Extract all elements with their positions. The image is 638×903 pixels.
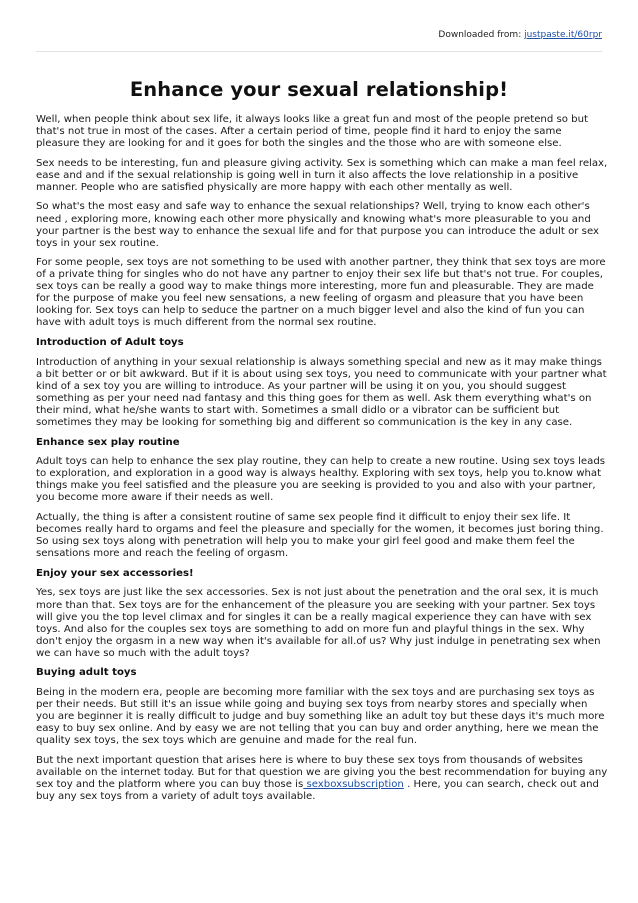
paragraph-8: Yes, sex toys are just like the sex accessories. Sex is not just about the penetration and the oral sex, it is much more than that. Sex toys are for the enhancement of the pleasure you are seeking with your partner. Sex toys will give you the top level climax and for singles it can be a really magical experience they can have with sex toys. And also for the couples sex toys are something to add on more fun and playful things in the sex. Why don't enjoy the orgasm in a new way when it's available for all.of us? Why just indulge in penetrating sex when we can have so much with the adult toys? bbox=[36, 587, 601, 659]
paragraph-4: For some people, sex toys are not something to be used with another partner, they think that sex toys are more of a private thing for singles who do not have any partner to enjoy their sex life but that's not true. For couples, sex toys can be really a good way to make things more interesting, more fun and pleasurable. They are made for the purpose of make you feel new sensations, a new feeling of orgasm and pleasure that you have been looking for. Sex toys can help to seduce the partner on a much bigger level and also the kind of fun you can have with adult toys is much different from the normal sex routine. bbox=[36, 257, 606, 329]
article-body bbox=[36, 114, 608, 811]
heading-buying-adult-toys: Buying adult toys bbox=[36, 667, 137, 679]
paragraph-3: So what's the most easy and safe way to enhance the sexual relationships? Well, trying to know each other's need , exploring more, knowing each other more physically and knowing what's more pleasurable to you and your partner is the best way to enhance the sexual life and for that purpose you can introduce the adult or sex toys in your sex routine. bbox=[36, 201, 599, 249]
downloaded-from-label: Downloaded from: bbox=[438, 30, 525, 40]
source-link[interactable]: justpaste.it/60rpr bbox=[524, 30, 602, 40]
heading-enhance-sex-play-routine: Enhance sex play routine bbox=[36, 436, 180, 448]
download-source-bar bbox=[438, 30, 602, 40]
heading-introduction-adult-toys: Introduction of Adult toys bbox=[36, 337, 184, 349]
header-divider bbox=[36, 51, 602, 52]
paragraph-10 bbox=[36, 755, 608, 803]
paragraph-7: Actually, the thing is after a consistent routine of same sex people find it difficult to enjoy their sex life. It becomes really hard to orgams and feel the pleasure and specially for the women, it becomes just boring thing. So using sex toys along with penetration will help you to make your girl feel good and make them feel the sensations more and reach the feeling of orgasm. bbox=[36, 512, 604, 560]
paragraph-2: Sex needs to be interesting, fun and pleasure giving activity. Sex is something which can make a man feel relax, ease and and if the sexual relationship is going well in turn it also affects the love relationship in a positive manner. People who are satisfied physically are more happy with each other mentally as well. bbox=[36, 157, 608, 193]
article-title: Enhance your sexual relationship! bbox=[129, 78, 509, 101]
paragraph-10-text-end: . Here, you can search, check out and buy any sex toys from a variety of adult toys available. bbox=[36, 778, 599, 802]
paragraph-1: Well, when people think about sex life, it always looks like a great fun and most of the people pretend so but that's not true in most of the cases. After a certain period of time, people find it hard to enjoy the same pleasure they are looking for and it goes for both the singles and the those who are with someone else. bbox=[36, 114, 588, 150]
paragraph-9: Being in the modern era, people are becoming more familiar with the sex toys and are purchasing sex toys as per their needs. But still it's an issue while going and buying sex toys from nearby stores and specially when you are beginner it is really difficult to judge and buy something like an adult toy but these days it's much more easy to buy sex online. And by easy we are not telling that you can buy and order anything, here we mean the quality sex toys, the sex toys which are genuine and made for the real fun. bbox=[36, 687, 605, 747]
paragraph-10-text-start: But the next important question that arises here is where to buy these sex toys from thousands of websites available on the internet today. But for that question we are giving you the best recommendation for buying any sex toy and the platform where you can buy those is bbox=[36, 754, 608, 790]
paragraph-6: Adult toys can help to enhance the sex play routine, they can help to create a new routine. Using sex toys leads to exploration, and exploration in a good way is always healthy. Exploring with sex toys, help you to.know what things make you feel satisfied and the pleasure you are seeking is provided to you and also with your partner, you become more aware if their needs as well. bbox=[36, 456, 606, 504]
heading-enjoy-sex-accessories: Enjoy your sex accessories! bbox=[36, 567, 194, 579]
sexboxsubscription-link[interactable]: sexboxsubscription bbox=[303, 778, 404, 790]
paragraph-5: Introduction of anything in your sexual relationship is always something special and new as it may make things a bit better or or bit awkward. But if it is about using sex toys, you need to communicate with your partner what kind of a sex toy you are willing to introduce. As your partner will be using it on you, you should suggest something as per your need nad fantasy and this thing goes for them as well. Ask them everything what's on their mind, what he/she wants to start with. Sometimes a small didlo or a vibrator can be sufficient but sometimes they may be looking for something big and different so communication is the key in any case. bbox=[36, 356, 607, 428]
